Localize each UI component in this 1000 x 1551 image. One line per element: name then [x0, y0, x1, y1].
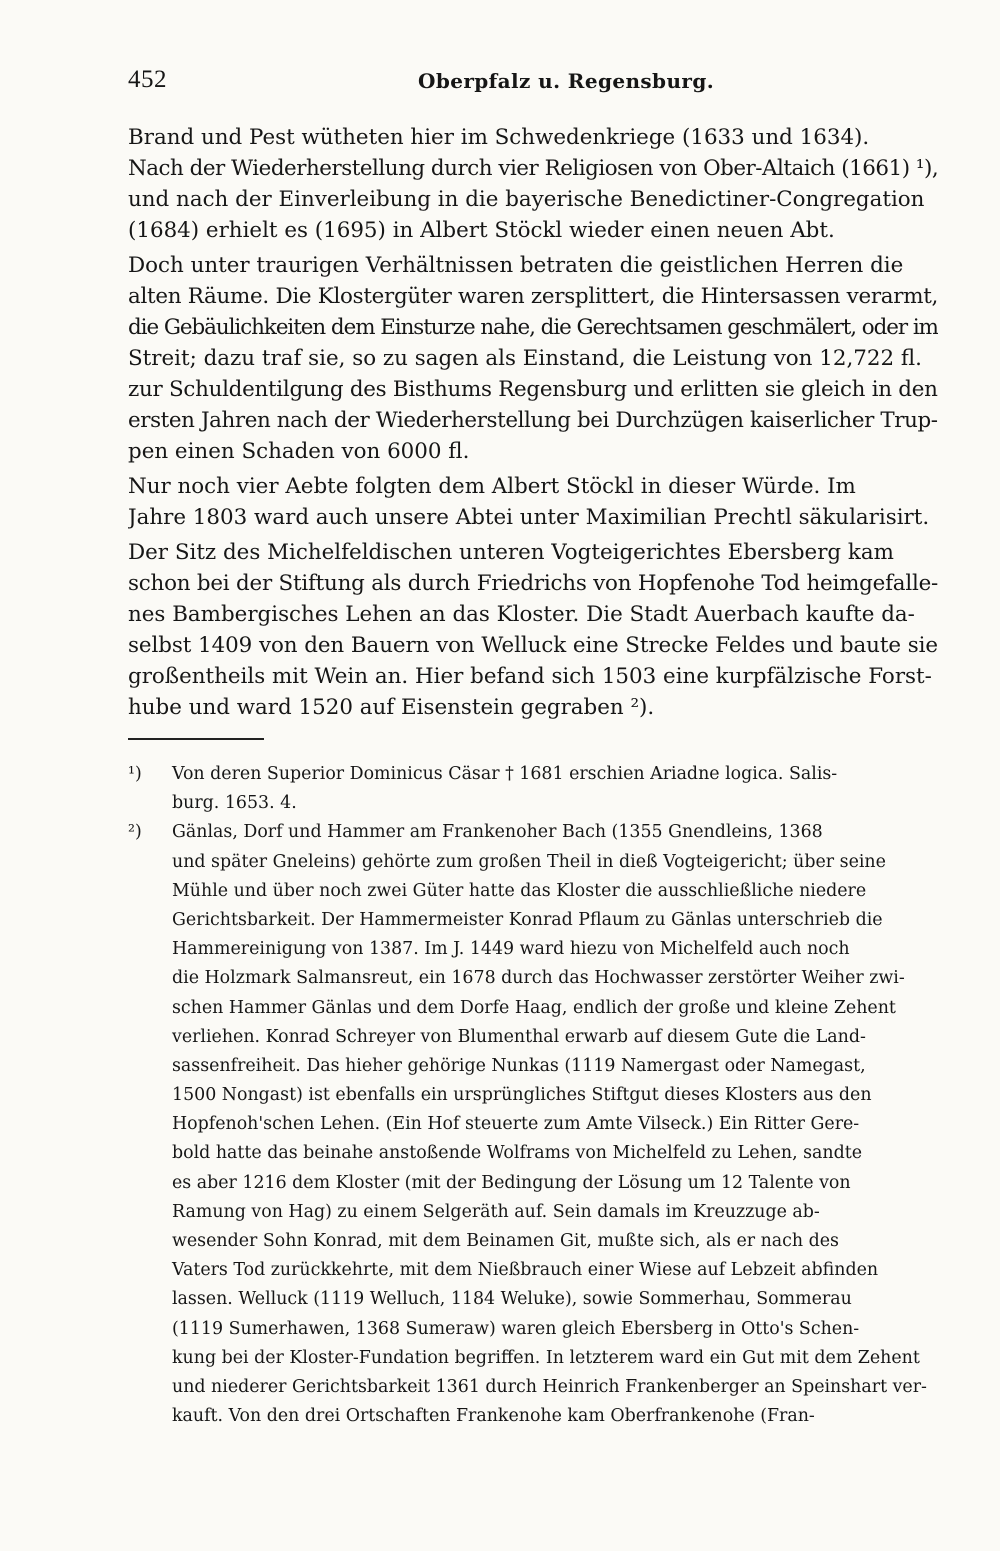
- footnote-line: wesender Sohn Konrad, mit dem Beinamen Git, mußte sich, als er nach des: [172, 1231, 839, 1251]
- text-line: (1684) erhielt es (1695) in Albert Stöckl wieder einen neuen Abt.: [128, 218, 835, 243]
- footnote-line: burg. 1653. 4.: [172, 793, 297, 814]
- text-line: alten Räume. Die Klostergüter waren zersplittert, die Hintersassen verarmt,: [128, 284, 938, 309]
- footnote-line: schen Hammer Gänlas und dem Dorfe Haag, endlich der große und kleine Zehent: [172, 997, 896, 1018]
- text-line: pen einen Schaden von 6000 fl.: [128, 439, 470, 464]
- footnote-line: kauft. Von den drei Ortschaften Frankenohe kam Oberfrankenohe (Fran-: [172, 1406, 815, 1427]
- running-head: Oberpfalz u. Regensburg.: [418, 69, 715, 93]
- footnote-line: lassen. Welluck (1119 Welluch, 1184 Weluke), sowie Sommerhau, Sommerau: [172, 1289, 852, 1310]
- footnote: [128, 818, 938, 1431]
- text-line: hube und ward 1520 auf Eisenstein gegraben ²).: [128, 695, 655, 720]
- footnote-line: bold hatte das beinahe anstoßende Wolframs von Michelfeld zu Lehen, sandte: [172, 1143, 863, 1164]
- footnote-line: Vaters Tod zurückkehrte, mit dem Nießbrauch einer Wiese auf Lebzeit abfinden: [172, 1260, 879, 1281]
- text-line: Nach der Wiederherstellung durch vier Religiosen von Ober-Altaich (1661) ¹),: [128, 156, 938, 181]
- text-line: Nur noch vier Aebte folgten dem Albert Stöckl in dieser Würde. Im: [128, 474, 856, 499]
- page-header: [128, 66, 938, 106]
- text-line: Streit; dazu traf sie, so zu sagen als Einstand, die Leistung von 12,722 fl.: [128, 346, 922, 371]
- text-line: ersten Jahren nach der Wiederherstellung bei Durchzügen kaiserlicher Trup-: [128, 408, 938, 433]
- text-line: zur Schuldentilgung des Bisthums Regensburg und erlitten sie gleich in den: [128, 377, 938, 402]
- footnote-line: kung bei der Kloster-Fundation begriffen. In letzterem ward ein Gut mit dem Zehent: [172, 1347, 920, 1368]
- footnote-text: Gänlas, Dorf und Hammer am Frankenoher Bach (1355 Gnendleins, 1368: [172, 822, 823, 843]
- page-number: 452: [128, 66, 167, 93]
- footnote-line: Gerichtsbarkeit. Der Hammermeister Konrad Pflaum zu Gänlas unterschrieb die: [172, 909, 883, 930]
- footnote-marker: ¹): [128, 764, 142, 784]
- footnote-line: verliehen. Konrad Schreyer von Blumenthal erwarb auf diesem Gute die Land-: [172, 1026, 866, 1047]
- footnote-line: es aber 1216 dem Kloster (mit der Bedingung der Lösung um 12 Talente von: [172, 1172, 851, 1193]
- text-line: und nach der Einverleibung in die bayerische Benedictiner-Congregation: [128, 187, 925, 212]
- footnote-line: und später Gneleins) gehörte zum großen Theil in dieß Vogteigericht; über seine: [172, 851, 886, 872]
- text-line: selbst 1409 von den Bauern von Welluck eine Strecke Feldes und baute sie: [128, 633, 938, 658]
- footnote-separator-rule: [128, 738, 264, 740]
- footnote: [128, 760, 938, 818]
- text-line: Doch unter traurigen Verhältnissen betraten die geistlichen Herren die: [128, 253, 904, 278]
- footnote-text: Von deren Superior Dominicus Cäsar † 1681 erschien Ariadne logica. Salis-: [172, 764, 838, 784]
- footnote-line: Mühle und über noch zwei Güter hatte das Kloster die ausschließliche niedere: [172, 880, 867, 901]
- text-line: nes Bambergisches Lehen an das Kloster. Die Stadt Auerbach kaufte da-: [128, 602, 915, 627]
- footnote-line: sassenfreiheit. Das hieher gehörige Nunkas (1119 Namergast oder Namegast,: [172, 1055, 866, 1076]
- footnote-line: [128, 818, 938, 847]
- text-line: großentheils mit Wein an. Hier befand sich 1503 eine kurpfälzische Forst-: [128, 664, 932, 689]
- text-line: Brand und Pest wütheten hier im Schwedenkriege (1633 und 1634).: [128, 125, 870, 150]
- footnotes-section: [128, 760, 938, 1431]
- text-line: schon bei der Stiftung als durch Friedrichs von Hopfenohe Tod heimgefalle-: [128, 571, 938, 596]
- footnote-line: [128, 760, 938, 789]
- text-line: Der Sitz des Michelfeldischen unteren Vogteigerichtes Ebersberg kam: [128, 540, 894, 565]
- footnote-line: 1500 Nongast) ist ebenfalls ein ursprüngliches Stiftgut dieses Klosters aus den: [172, 1085, 872, 1106]
- footnote-line: Hammereinigung von 1387. Im J. 1449 ward hiezu von Michelfeld auch noch: [172, 939, 850, 960]
- footnote-line: die Holzmark Salmansreut, ein 1678 durch das Hochwasser zerstörter Weiher zwi-: [172, 968, 905, 989]
- footnote-marker: ²): [128, 822, 142, 843]
- footnote-line: Ramung von Hag) zu einem Selgeräth auf. Sein damals im Kreuzzuge ab-: [172, 1201, 820, 1222]
- footnote-line: Hopfenoh'schen Lehen. (Ein Hof steuerte zum Amte Vilseck.) Ein Ritter Gere-: [172, 1114, 860, 1135]
- footnote-line: (1119 Sumerhawen, 1368 Sumeraw) waren gleich Ebersberg in Otto's Schen-: [172, 1318, 860, 1339]
- text-line: Jahre 1803 ward auch unsere Abtei unter Maximilian Prechtl säkularisirt.: [128, 505, 930, 530]
- main-text-body: [128, 122, 938, 723]
- footnote-line: und niederer Gerichtsbarkeit 1361 durch Heinrich Frankenberger an Speinshart ver-: [172, 1376, 927, 1397]
- text-line: die Gebäulichkeiten dem Einsturze nahe, die Gerechtsamen geschmälert, oder im: [128, 315, 938, 340]
